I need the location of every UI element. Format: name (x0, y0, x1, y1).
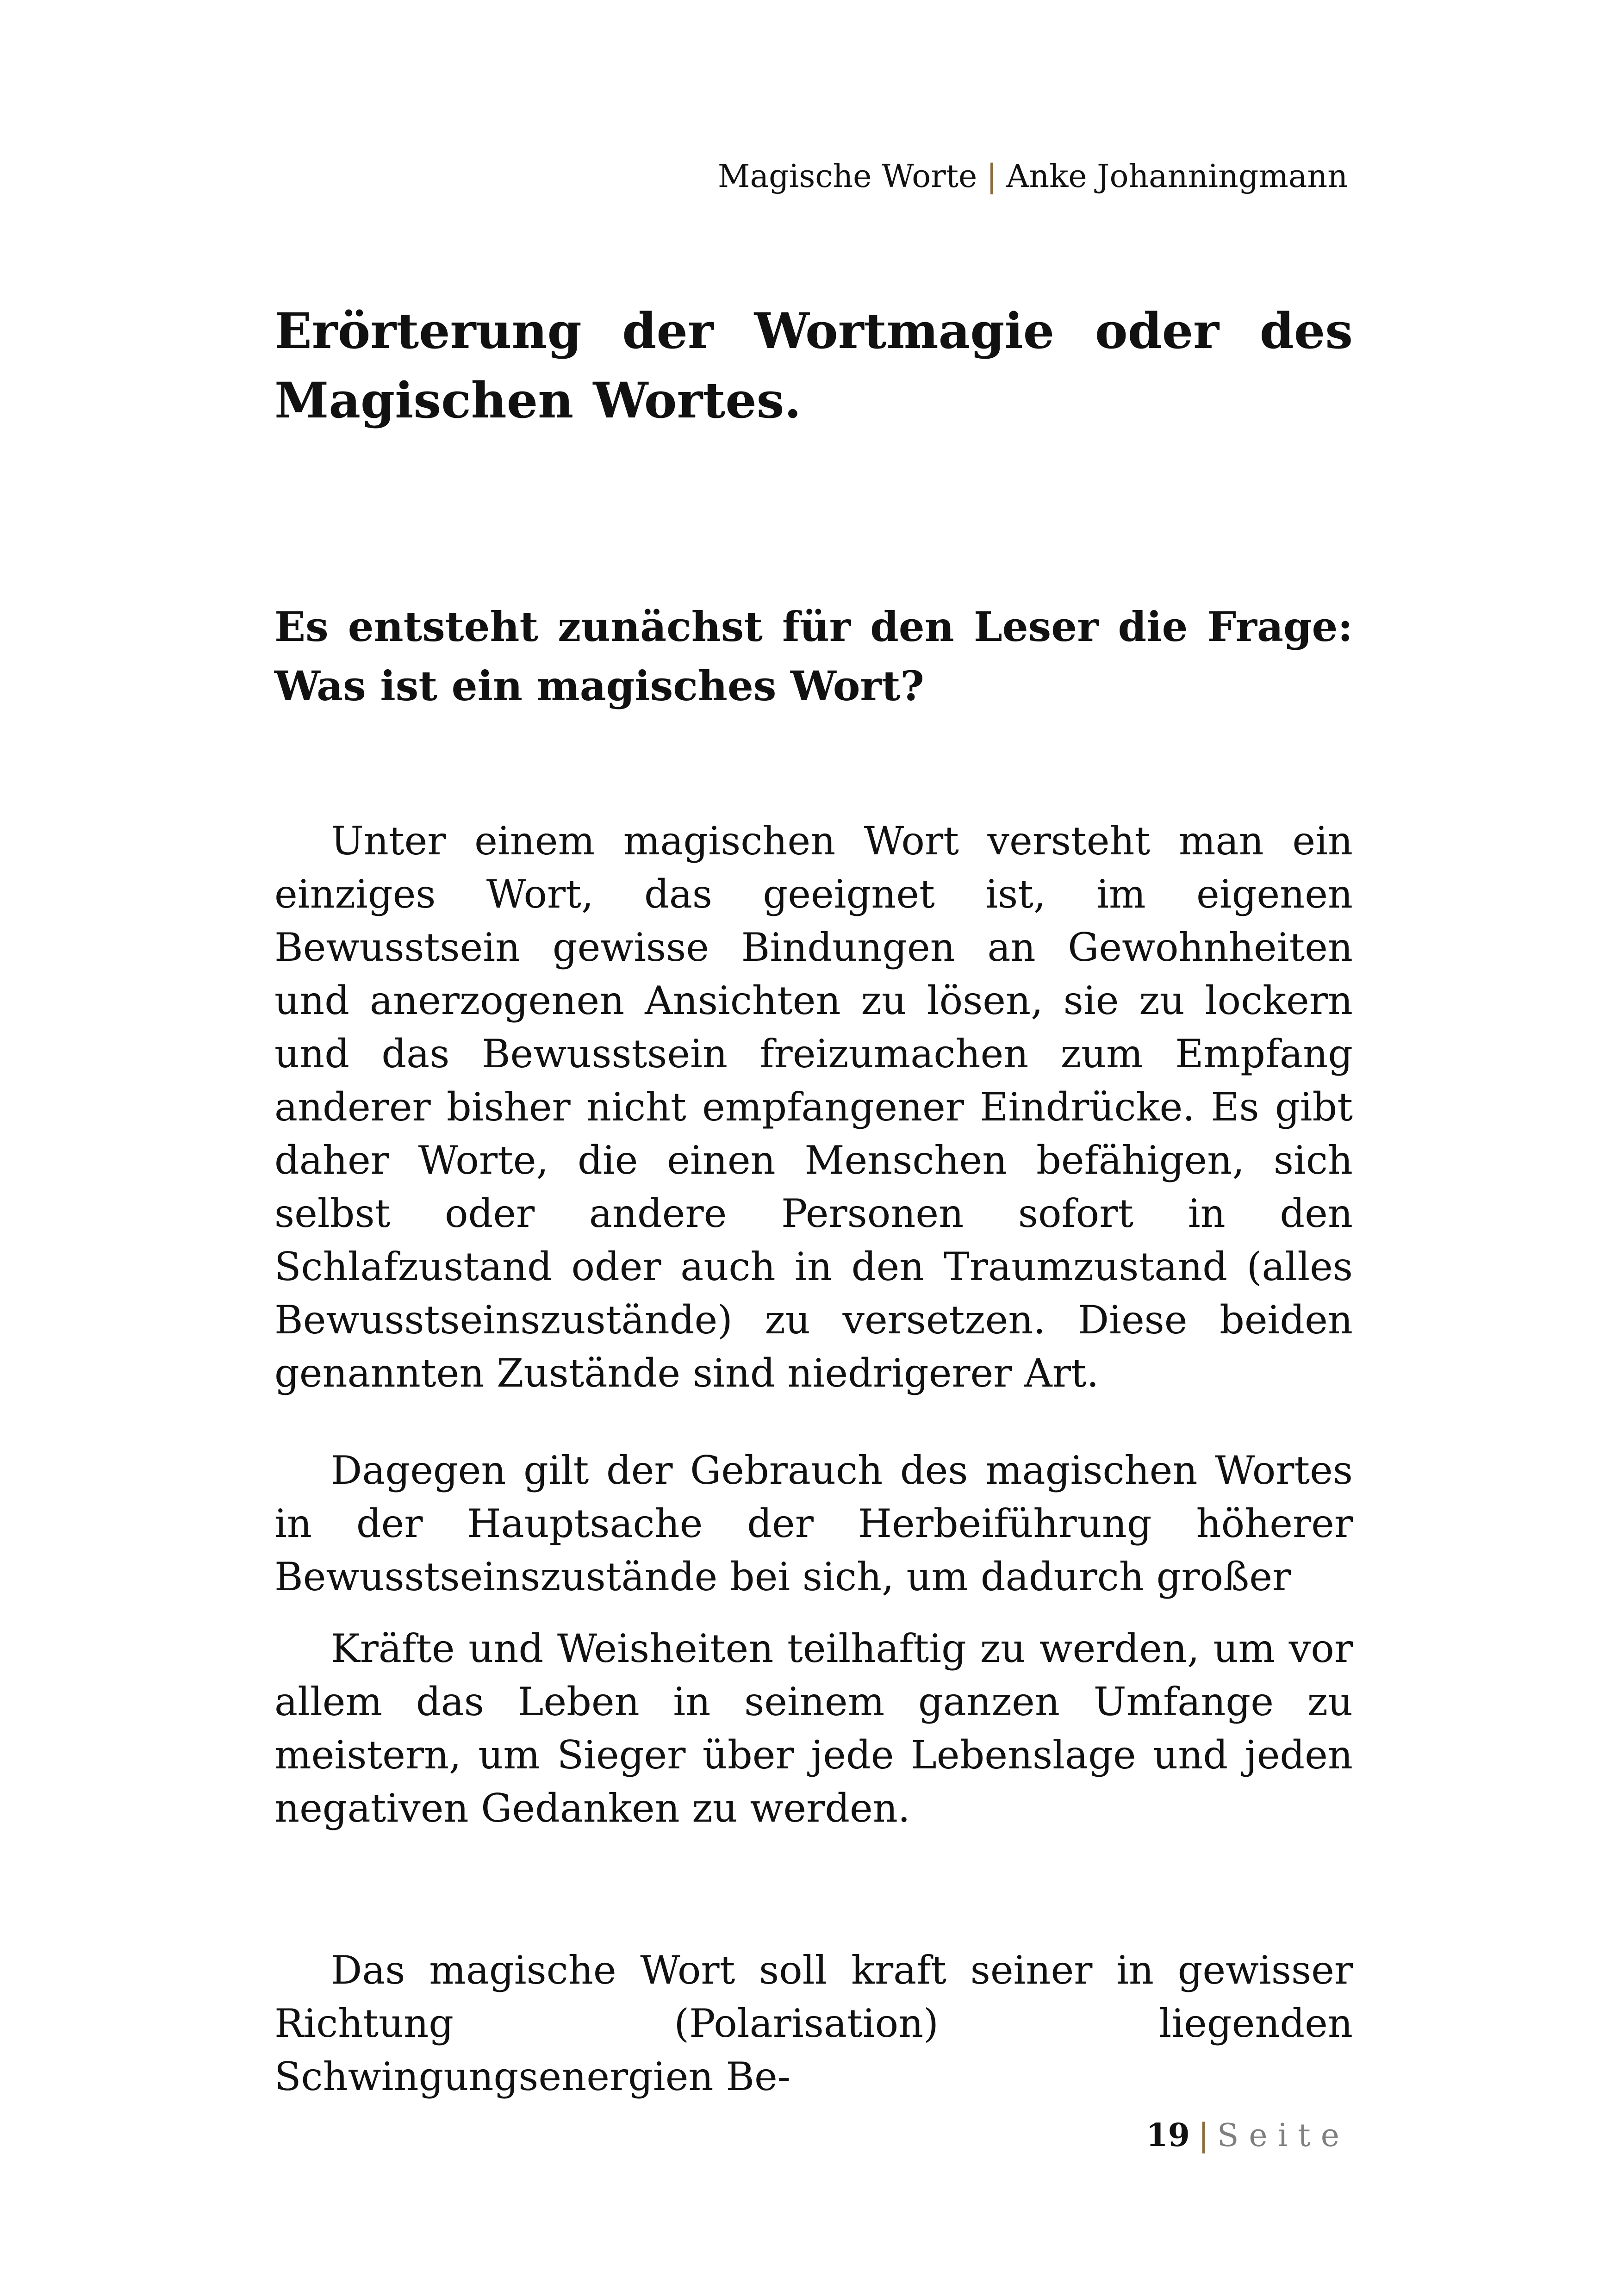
running-header (717, 158, 1348, 195)
section-question: Es entsteht zunächst für den Leser die Frage: Was ist ein magisches Wort? (274, 603, 1353, 710)
header-book-title: Magische Worte (717, 158, 977, 195)
header-author: Anke Johanningmann (1006, 158, 1348, 195)
paragraph-1: Unter einem magischen Wort versteht man ein einziges Wort, das geeignet ist, im eigenen Bewusstsein gewisse Bindungen an Gewohnheiten und anerzogenen Ansichten zu lösen, sie zu lockern und das Bewusstsein freizumachen zum Empfang anderer bisher nicht empfangener Eindrücke. Es gibt daher Worte, die einen Menschen befähigen, sich selbst oder andere Personen sofort in den Schlafzustand oder auch in den Traumzustand (alles Bewusstseinszustände) zu versetzen. Diese beiden genannten Zustände sind niedrigerer Art. (274, 818, 1353, 1396)
page-footer (1146, 2117, 1350, 2154)
chapter-title: Erörterung der Wortmagie oder des Magischen Wortes. (274, 302, 1353, 429)
paragraph-2: Dagegen gilt der Gebrauch des magischen Wortes in der Hauptsache der Herbeiführung höherer Bewusstseinszustände bei sich, um dadurch großer (274, 1448, 1353, 1599)
page-word: Seite (1217, 2117, 1350, 2154)
paragraph-3: Kräfte und Weisheiten teilhaftig zu werden, um vor allem das Leben in seinem ganzen Umfange zu meistern, um Sieger über jede Lebenslage und jeden negativen Gedanken zu werden. (274, 1626, 1353, 1831)
page-number: 19 (1146, 2117, 1190, 2154)
paragraph-4: Das magische Wort soll kraft seiner in gewisser Richtung (Polarisation) liegenden Schwingungsenergien Be- (274, 1948, 1353, 2099)
footer-separator: | (1198, 2117, 1209, 2154)
header-separator: | (986, 158, 997, 195)
